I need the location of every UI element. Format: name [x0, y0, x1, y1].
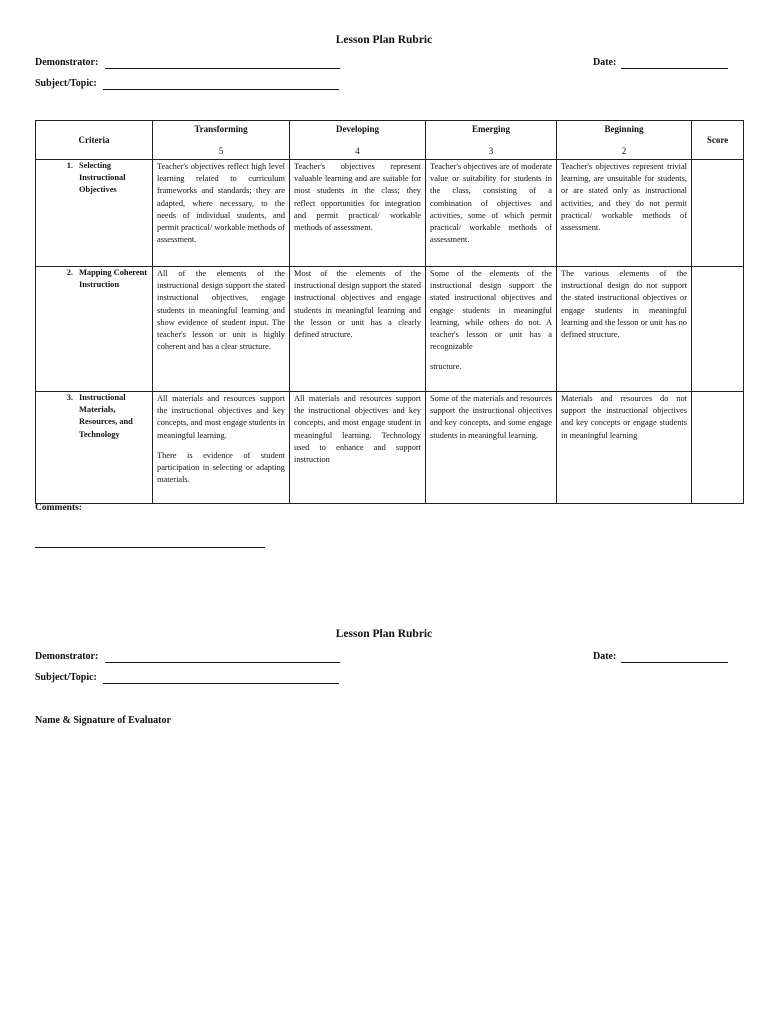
criterion-label: Selecting Instructional Objectives — [79, 161, 126, 195]
descriptor-cell — [290, 267, 426, 392]
level-name: Emerging — [472, 124, 510, 134]
page-title: Lesson Plan Rubric — [335, 34, 433, 46]
level-name: Beginning — [604, 124, 644, 134]
descriptor-cell — [426, 392, 557, 504]
criterion-label: Mapping Coherent Instruction — [79, 268, 148, 290]
descriptor-cell — [426, 160, 557, 267]
date-label: Date: — [593, 651, 617, 662]
level-header — [557, 121, 692, 160]
level-header — [153, 121, 290, 160]
descriptor-text: There is evidence of student participation in selecting or adapting materials. — [157, 450, 285, 485]
descriptor-cell — [557, 392, 692, 504]
score-cell[interactable] — [692, 160, 744, 267]
date-label: Date: — [593, 57, 617, 68]
descriptor-cell — [557, 160, 692, 267]
table-header-row — [36, 121, 744, 160]
criterion-cell — [36, 392, 153, 504]
demonstrator-field[interactable] — [105, 68, 340, 69]
descriptor-text: Some of the materials and resources support the instructional objectives and key concepts, and some engage students in meaningful learning. — [430, 394, 552, 440]
demonstrator-field[interactable] — [105, 662, 340, 663]
descriptor-text: Teacher's objectives are of moderate value or suitability for students in the class, consisting of a combination of objectives and activities, some of which permit practical/ workable methods of assessment. — [430, 162, 552, 245]
level-points: 5 — [218, 146, 224, 157]
demonstrator-label: Demonstrator: — [35, 57, 99, 68]
comments-field[interactable] — [35, 547, 265, 548]
level-name: Developing — [335, 124, 379, 134]
criterion-number: 1. — [66, 161, 73, 170]
descriptor-text: All materials and resources support the instructional objectives and key concepts, and most engage students in meaningful learning. — [157, 394, 285, 440]
descriptor-text: All materials and resources support the instructional objectives and key concepts, and most engage student in meaningful learning. Technology used to enhance and support instruction — [294, 394, 421, 465]
criterion-cell — [36, 160, 153, 267]
table-row — [36, 267, 744, 392]
descriptor-cell — [290, 392, 426, 504]
score-header: Score — [692, 121, 744, 160]
criterion-cell — [36, 267, 153, 392]
descriptor-cell — [153, 392, 290, 504]
descriptor-text: Most of the elements of the instructional design support the stated instructional objectives and engage students in meaningful learning and the lesson or unit has a clearly defined structure. — [294, 269, 421, 340]
evaluator-label: Name & Signature of Evaluator — [35, 715, 171, 726]
table-row — [36, 160, 744, 267]
subject-field[interactable] — [103, 683, 339, 684]
subject-field[interactable] — [103, 89, 339, 90]
level-header — [290, 121, 426, 160]
descriptor-cell — [426, 267, 557, 392]
descriptor-cell — [153, 160, 290, 267]
level-points: 4 — [355, 146, 360, 157]
second-page-title: Lesson Plan Rubric — [335, 628, 433, 640]
descriptor-text: Teacher's objectives represent trivial learning, are unsuitable for students, or are stated only as instructional activities, and they do not permit practical/ workable methods of assessment. — [561, 162, 687, 233]
criteria-header: Criteria — [36, 121, 153, 160]
score-cell[interactable] — [692, 267, 744, 392]
subject-label: Subject/Topic: — [35, 78, 97, 89]
descriptor-text: The various elements of the instructional design do not support the stated instructional objectives or engage students in meaningful learning and the lesson or unit has no defined structure. — [561, 269, 687, 340]
date-field[interactable] — [621, 662, 728, 663]
descriptor-cell — [557, 267, 692, 392]
criterion-label: Instructional Materials, Resources, and Technology — [79, 393, 133, 439]
level-header — [426, 121, 557, 160]
comments-label: Comments: — [35, 503, 82, 513]
date-field[interactable] — [621, 68, 728, 69]
descriptor-text: Materials and resources do not support the instructional objectives and key concepts or engage students in meaningful learning — [561, 394, 687, 440]
criterion-number: 2. — [66, 268, 73, 277]
criterion-number: 3. — [66, 393, 73, 402]
demonstrator-label: Demonstrator: — [35, 651, 99, 662]
rubric-table — [35, 120, 744, 504]
level-name: Transforming — [194, 124, 248, 134]
descriptor-text: Some of the elements of the instructional design support the stated instructional objectives and engage students in meaningful learning, while others do not. A teacher's lesson or unit has a recognizable — [430, 269, 552, 352]
descriptor-cell — [290, 160, 426, 267]
descriptor-text: structure. — [430, 362, 462, 372]
level-points: 2 — [621, 146, 627, 157]
descriptor-cell — [153, 267, 290, 392]
descriptor-text: All of the elements of the instructional design support the stated instructional objectives, engage students in meaningful learning and show evidence of student input. The teacher's lesson or unit is highly coherent and has a clear structure. — [157, 269, 285, 352]
subject-label: Subject/Topic: — [35, 672, 97, 683]
descriptor-text: Teacher's objectives represent valuable learning and are suitable for most students in the class; they reflect opportunities for integration and permit practical/ workable methods of assessment. — [294, 162, 421, 233]
level-points: 3 — [488, 146, 494, 157]
score-cell[interactable] — [692, 392, 744, 504]
table-row — [36, 392, 744, 504]
descriptor-text: Teacher's objectives reflect high level learning related to curriculum frameworks and standards; they are adapted, where necessary, to the needs of individual students, and permit practical/ workable methods of assessment. — [157, 162, 285, 245]
